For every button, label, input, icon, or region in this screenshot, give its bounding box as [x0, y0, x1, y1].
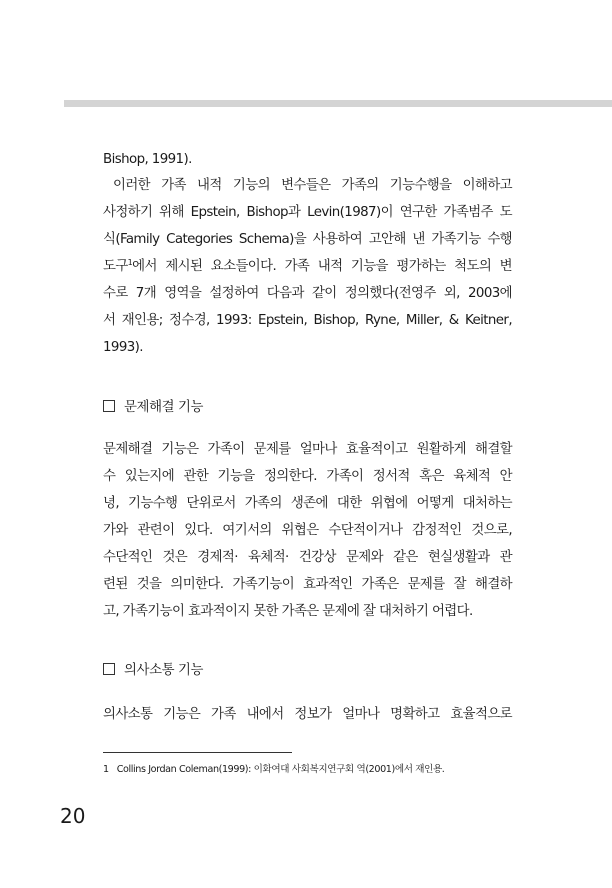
text-fragment: 에서 제시된 요소들이다. 가족 내적 기능을 평가하는 척도의 변 [132, 259, 512, 274]
text-line: 수단적인 것은 경제적· 육체적· 건강상 문제와 같은 현실생활과 관 [103, 550, 512, 565]
section-heading-problem-solving [103, 398, 203, 418]
text-line: 수로 7개 영역을 설정하여 다음과 같이 정의했다(전영주 외, 2003에 [103, 286, 512, 301]
footnote-marker[interactable]: 1 [127, 258, 133, 267]
checkbox-icon [103, 663, 115, 675]
text-line: 이러한 가족 내적 기능의 변수들은 가족의 기능수행을 이해하고 [113, 178, 512, 193]
text-fragment: 도구 [103, 259, 128, 274]
heading-label: 의사소통 기능 [124, 663, 204, 678]
paragraph-problem-solving [103, 436, 512, 625]
text-line: 의사소통 기능은 가족 내에서 정보가 얼마나 명확하고 효율적으로 [103, 707, 512, 722]
footnote-text: Collins Jordan Coleman(1999): 이화여대 사회복지연구회 역(2001)에서 재인용. [116, 764, 445, 775]
text-line: 1993). [103, 340, 143, 355]
text-line: 사정하기 위해 Epstein, Bishop과 Levin(1987)이 연구한 가족범주 도 [103, 205, 512, 220]
paragraph-communication [103, 701, 512, 728]
heading-label: 문제해결 기능 [124, 400, 204, 415]
text-line: Bishop, 1991). [103, 152, 192, 167]
text-line: 서 재인용; 정수경, 1993: Epstein, Bishop, Ryne, Miller, & Keitner, [103, 313, 512, 328]
text-line: 녕, 기능수행 단위로서 가족의 생존에 대한 위협에 어떻게 대처하는 [103, 496, 512, 511]
text-line: 가와 관련이 있다. 여기서의 위협은 수단적이거나 감정적인 것으로, [103, 523, 512, 538]
text-line: 고, 가족기능이 효과적이지 못한 가족은 문제에 잘 대처하기 어렵다. [103, 604, 473, 619]
header-rule [64, 100, 612, 107]
section-heading-communication [103, 661, 203, 681]
text-line: 련된 것을 의미한다. 가족기능이 효과적인 가족은 문제를 잘 해결하 [103, 577, 512, 592]
paragraph-family-functions [103, 172, 512, 361]
footnote-number: 1 [103, 764, 109, 775]
checkbox-icon [103, 400, 115, 412]
page-number: 20 [60, 804, 86, 828]
intro-line [103, 146, 512, 173]
footnote-rule [103, 752, 292, 753]
text-line [103, 253, 512, 280]
footnote [103, 761, 444, 775]
text-line: 문제해결 기능은 가족이 문제를 얼마나 효율적이고 원활하게 해결할 [103, 442, 512, 457]
text-line: 식(Family Categories Schema)을 사용하여 고안해 낸 가족기능 수행 [103, 232, 512, 247]
text-line: 수 있는지에 관한 기능을 정의한다. 가족이 정서적 혹은 육체적 안 [103, 469, 512, 484]
